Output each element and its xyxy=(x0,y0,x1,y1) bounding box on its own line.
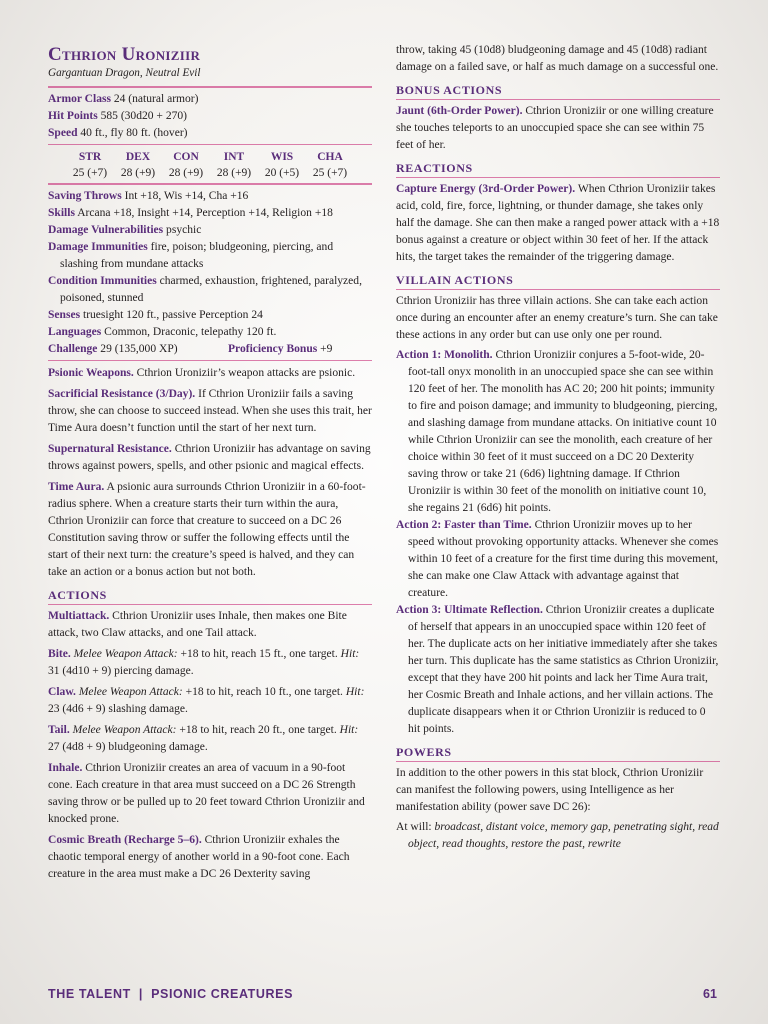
condition-immunities: Condition Immunities charmed, exhaustion, frightened, paralyzed, poisoned, stunned xyxy=(48,274,362,304)
ability-int: INT 28 (+9) xyxy=(216,151,252,179)
powers-intro: In addition to the other powers in this stat block, Cthrion Uroniziir can manifest the following powers, using Intelligence as her manifestation ability (power save DC 26): xyxy=(396,767,704,813)
divider xyxy=(48,360,372,362)
villain-action-faster-than-time: Action 2: Faster than Time. Cthrion Uroniziir moves up to her speed without provoking opportunity attacks. Whenever she comes within 10 feet of a creature for the first time during this movement, she can make one Claw Attack with advantage against that creature. xyxy=(396,519,719,599)
bonus-actions-heading: BONUS ACTIONS xyxy=(396,82,720,100)
ability-dex: DEX 28 (+9) xyxy=(120,151,156,179)
reactions-heading: REACTIONS xyxy=(396,160,720,178)
speed: Speed 40 ft., fly 80 ft. (hover) xyxy=(48,126,188,139)
cosmic-breath-continued: throw, taking 45 (10d8) bludgeoning damage and 45 (10d8) radiant damage on a failed save, or half as much damage on a successful one. xyxy=(396,44,719,73)
villain-action-monolith: Action 1: Monolith. Cthrion Uroniziir conjures a 5-foot-wide, 20-foot-tall onyx monolith in an unoccupied space she can see within 120 feet of her. The monolith has AC 20; 200 hit points; immunity to fire and poison damage; and immunity to bludgeoning, piercing, and slashing damage from mundane attacks. On initiative count 10 while Cthrion Uroniziir can see the monolith, each creature of her choice within 30 feet of it must succeed on a DC 20 Dexterity saving throw or take 21 (6d6) lightning damage. If Cthrion Uroniziir is within 30 feet of the monolith on initiative count 10, she regains 21 (6d6) hit points. xyxy=(396,349,718,514)
trait-sacrificial-resistance: Sacrificial Resistance (3/Day). If Cthrion Uroniziir fails a saving throw, she can choose to succeed instead. When she uses this trait, her Time Aura doesn’t function until the start of her next turn. xyxy=(48,388,372,434)
damage-immunities: Damage Immunities fire, poison; bludgeoning, piercing, and slashing from mundane attacks xyxy=(48,240,334,270)
right-column xyxy=(396,42,720,853)
action-inhale: Inhale. Cthrion Uroniziir creates an area of vacuum in a 90-foot cone. Each creature in that area must succeed on a DC 26 Strength saving throw or be pulled up to 20 feet toward Cthrion Uroniziir and knocked prone. xyxy=(48,762,365,825)
languages: Languages Common, Draconic, telepathy 120 ft. xyxy=(48,325,277,338)
hit-points: Hit Points 585 (30d20 + 270) xyxy=(48,109,187,122)
action-cosmic-breath: Cosmic Breath (Recharge 5–6). Cthrion Uroniziir exhales the chaotic temporal energy of another world in a 90-foot cone. Each creature in the area must make a DC 26 Dexterity saving xyxy=(48,834,350,880)
action-multiattack: Multiattack. Cthrion Uroniziir uses Inhale, then makes one Bite attack, two Claw attacks, and one Tail attack. xyxy=(48,610,347,639)
ability-str: STR 25 (+7) xyxy=(72,151,108,179)
footer-chapter: THE TALENT | PSIONIC CREATURES xyxy=(48,987,294,1001)
skills: Skills Arcana +18, Insight +14, Perception +14, Religion +18 xyxy=(48,206,333,219)
reaction-capture-energy: Capture Energy (3rd-Order Power). When Cthrion Uroniziir takes acid, cold, fire, force, lightning, or thunder damage, she takes only half the damage. She can then make a ranged power attack with a +18 bonus against a creature or object within 30 feet of her. If the attack hits, the target takes the remainder of the triggering damage. xyxy=(396,183,720,263)
villain-actions-heading: VILLAIN ACTIONS xyxy=(396,272,720,290)
page-number: 61 xyxy=(703,987,717,1001)
action-tail: Tail. Melee Weapon Attack: +18 to hit, reach 20 ft., one target. Hit: 27 (4d8 + 9) bludgeoning damage. xyxy=(48,724,359,753)
creature-name: Cthrion Uroniziir xyxy=(48,44,201,65)
trait-time-aura: Time Aura. A psionic aura surrounds Cthrion Uroniziir in a 60-foot-radius sphere. When a creature starts their turn within the aura, Cthrion Uroniziir can force that creature to succeed on a DC 26 Constitution saving throw or suffer the following effects until the start of their next turn: the creature’s speed is halved, and they can take an action or a bonus action but not both. xyxy=(48,481,366,578)
divider xyxy=(48,86,372,88)
actions-heading: ACTIONS xyxy=(48,587,372,605)
action-claw: Claw. Melee Weapon Attack: +18 to hit, reach 10 ft., one target. Hit: 23 (4d6 + 9) slashing damage. xyxy=(48,686,365,715)
senses: Senses truesight 120 ft., passive Perception 24 xyxy=(48,308,263,321)
trait-psionic-weapons: Psionic Weapons. Cthrion Uroniziir’s weapon attacks are psionic. xyxy=(48,367,356,379)
powers-heading: POWERS xyxy=(396,744,720,762)
proficiency-bonus: Proficiency Bonus +9 xyxy=(228,342,333,355)
villain-actions-intro: Cthrion Uroniziir has three villain actions. She can take each action once during an encounter after an enemy creature’s turn. She can take these actions in any order but can use only one per round. xyxy=(396,295,718,341)
divider xyxy=(48,144,372,146)
creature-subtitle: Gargantuan Dragon, Neutral Evil xyxy=(48,67,201,79)
armor-class: Armor Class 24 (natural armor) xyxy=(48,92,199,105)
ability-scores xyxy=(48,149,372,181)
powers-at-will: At will: broadcast, distant voice, memory gap, penetrating sight, read object, read thoughts, restore the past, rewrite xyxy=(396,821,719,850)
challenge: Challenge 29 (135,000 XP) xyxy=(48,342,178,355)
challenge-row xyxy=(48,341,372,358)
ability-cha: CHA 25 (+7) xyxy=(312,151,348,179)
villain-action-ultimate-reflection: Action 3: Ultimate Reflection. Cthrion Uroniziir creates a duplicate of herself that appears in an unoccupied space within 120 feet of her. The duplicate acts on her initiative immediately after she takes her turn. This duplicate has the same statistics as Cthrion Uroniziir, except that they have 200 hit points and lack her Time Aura trait, her Cosmic Breath and Inhale actions, and her villain actions. The duplicate disappears when it or Cthrion Uroniziir is reduced to 0 hit points. xyxy=(396,604,719,735)
trait-supernatural-resistance: Supernatural Resistance. Cthrion Uroniziir has advantage on saving throws against powers, spells, and other psionic and magical effects. xyxy=(48,443,371,472)
divider xyxy=(48,183,372,185)
saving-throws: Saving Throws Int +18, Wis +14, Cha +16 xyxy=(48,189,249,202)
ability-con: CON 28 (+9) xyxy=(168,151,204,179)
damage-vulnerabilities: Damage Vulnerabilities psychic xyxy=(48,223,202,236)
action-bite: Bite. Melee Weapon Attack: +18 to hit, reach 15 ft., one target. Hit: 31 (4d10 + 9) piercing damage. xyxy=(48,648,360,677)
ability-wis: WIS 20 (+5) xyxy=(264,151,300,179)
left-column xyxy=(48,42,372,883)
bonus-action-jaunt: Jaunt (6th-Order Power). Cthrion Uroniziir or one willing creature she touches teleports to an unoccupied space she can see within 75 feet of her. xyxy=(396,105,714,151)
